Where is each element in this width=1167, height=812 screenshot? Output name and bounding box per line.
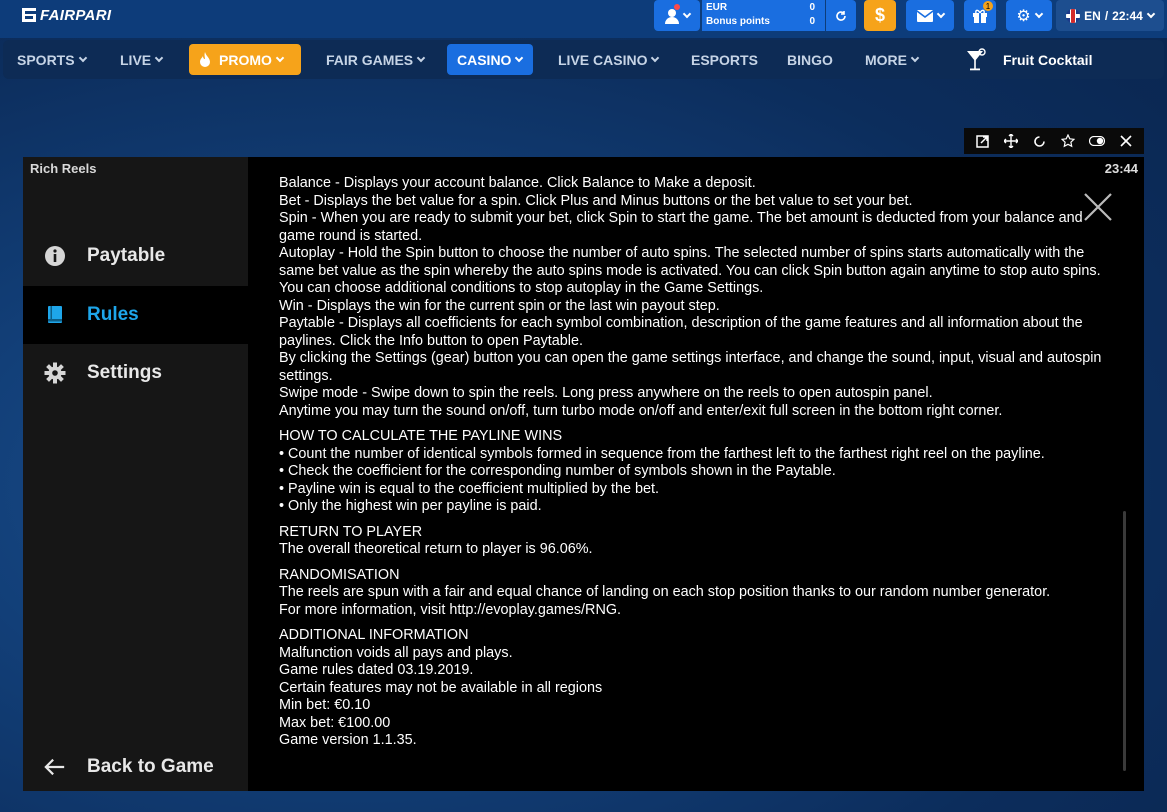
list-item: • Only the highest win per payline is paid.	[279, 498, 542, 514]
rtp-text: The overall theoretical return to player is 96.06%.	[279, 541, 593, 557]
refresh-icon	[835, 10, 847, 22]
info-icon	[44, 245, 66, 267]
currency-value: 0	[809, 2, 815, 13]
reload-icon[interactable]	[1032, 133, 1048, 149]
settings-menu-button[interactable]	[1006, 0, 1052, 31]
balance-widget[interactable]	[702, 0, 825, 31]
theme-toggle-icon[interactable]	[1089, 133, 1105, 149]
account-button[interactable]	[654, 0, 700, 31]
info-line: Game version 1.1.35.	[279, 732, 417, 748]
time-separator: /	[1104, 8, 1109, 23]
randomisation-text: The reels are spun with a fair and equal chance of landing on each stop position thanks to our random number generator.	[279, 584, 1051, 600]
rule-paytable: Paytable - Displays all coefficients for each symbol combination, description of the game features and all information about the paylines. Click the Info button to open Paytable.	[279, 315, 1083, 349]
chevron-down-icon	[1034, 10, 1042, 18]
sidebar-item-rules[interactable]	[23, 286, 248, 344]
gear-icon	[44, 362, 66, 384]
sidebar-item-label: Paytable	[87, 245, 166, 266]
nav-label: CASINO	[457, 51, 512, 68]
deposit-button[interactable]	[864, 0, 896, 31]
chevron-down-icon	[682, 10, 690, 18]
top-bar	[0, 0, 1167, 38]
sidebar-item-label: Settings	[87, 362, 162, 383]
payline-heading: HOW TO CALCULATE THE PAYLINE WINS	[279, 428, 563, 444]
content-scrollbar[interactable]	[1123, 511, 1126, 771]
gear-icon: ⚙	[1016, 7, 1031, 25]
chevron-down-icon	[936, 10, 944, 18]
close-icon[interactable]	[1118, 133, 1134, 149]
nav-esports[interactable]	[681, 44, 768, 75]
logo-text: FAIRPARI	[40, 6, 112, 24]
fairpari-logo[interactable]	[22, 6, 111, 24]
nav-label: LIVE	[120, 51, 152, 68]
nav-label: FAIR GAMES	[326, 51, 414, 68]
sidebar-item-paytable[interactable]	[23, 227, 248, 285]
dollar-icon: $	[874, 5, 885, 25]
envelope-icon	[917, 10, 933, 22]
nav-live[interactable]	[110, 44, 172, 75]
favorite-star-icon[interactable]	[1060, 133, 1076, 149]
nav-label: PROMO	[219, 51, 272, 68]
move-icon[interactable]	[1003, 133, 1019, 149]
cocktail-icon	[965, 48, 987, 72]
chevron-down-icon	[1147, 10, 1155, 18]
list-item: • Check the coefficient for the corresponding number of symbols shown in the Paytable.	[279, 463, 836, 479]
language-time-selector[interactable]	[1056, 0, 1164, 31]
chevron-down-icon	[651, 54, 659, 62]
game-clock: 23:44	[1104, 161, 1138, 176]
info-line: Certain features may not be available in all regions	[279, 679, 603, 696]
info-line: Min bet: €0.10	[279, 697, 371, 713]
chevron-down-icon	[911, 54, 919, 62]
game-toolbar	[964, 128, 1144, 154]
chevron-down-icon	[515, 54, 523, 62]
rng-link-text: For more information, visit http://evoplay.games/RNG.	[279, 601, 622, 618]
info-line: Game rules dated 03.19.2019.	[279, 662, 474, 678]
logo-icon	[22, 8, 36, 22]
nav-sports[interactable]	[7, 44, 96, 75]
language-code: EN	[1084, 8, 1101, 23]
rules-content	[279, 175, 1119, 750]
rule-autoplay: Autoplay - Hold the Spin button to choose the number of auto spins. The selected number of spins starts automatically with the same bet value as the spin whereby the auto spins mode is activated. You can click Spin button again anytime to stop auto spins. You can choose additional conditions to stop autoplay in the Game Settings.	[279, 245, 1101, 296]
list-item: • Payline win is equal to the coefficient multiplied by the bet.	[279, 480, 659, 497]
nav-casino[interactable]	[447, 44, 533, 75]
back-to-game-button[interactable]	[23, 738, 248, 796]
rules-sidebar	[23, 157, 248, 791]
additional-info-heading: ADDITIONAL INFORMATION	[279, 627, 469, 643]
nav-label: ESPORTS	[691, 51, 758, 68]
rule-sound-turbo: Anytime you may turn the sound on/off, turn turbo mode on/off and enter/exit full screen in the bottom right corner.	[279, 402, 1003, 419]
notification-dot	[674, 4, 680, 10]
rule-bet: Bet - Displays the bet value for a spin. Click Plus and Minus buttons or the bet value to set your bet.	[279, 192, 913, 209]
currency-label: EUR	[706, 2, 728, 13]
user-icon	[665, 9, 679, 23]
nav-label: MORE	[865, 51, 907, 68]
info-line: Malfunction voids all pays and plays.	[279, 644, 513, 661]
randomisation-heading: RANDOMISATION	[279, 566, 400, 583]
uk-flag-icon	[1066, 9, 1080, 23]
chevron-down-icon	[155, 54, 163, 62]
sidebar-item-label: Rules	[87, 304, 139, 325]
back-to-game-label: Back to Game	[87, 756, 214, 777]
rule-spin: Spin - When you are ready to submit your bet, click Spin to start the game. The bet amount is deducted from your balance and game round is started.	[279, 210, 1083, 244]
gift-count-badge: 1	[983, 1, 993, 11]
nav-bingo[interactable]	[777, 44, 843, 75]
nav-promo[interactable]	[189, 44, 301, 75]
rtp-heading: RETURN TO PLAYER	[279, 523, 423, 540]
bonus-points-value: 0	[809, 16, 815, 27]
current-game-link[interactable]: Fruit Cocktail	[1003, 51, 1093, 68]
game-title: Rich Reels	[30, 161, 97, 176]
book-icon	[44, 304, 66, 326]
main-nav	[3, 40, 1164, 79]
chevron-down-icon	[78, 54, 86, 62]
chevron-down-icon	[417, 54, 425, 62]
header-time: 22:44	[1112, 8, 1143, 23]
arrow-left-icon	[44, 756, 66, 778]
refresh-balance-button[interactable]	[826, 0, 856, 31]
messages-button[interactable]	[906, 0, 954, 31]
open-new-window-icon[interactable]	[974, 133, 990, 149]
rule-settings: By clicking the Settings (gear) button you can open the game settings interface, and change the sound, input, visual and autospin settings.	[279, 350, 1102, 384]
list-item: • Count the number of identical symbols formed in sequence from the farthest left to the farthest right reel on the payline.	[279, 445, 1045, 462]
rule-win: Win - Displays the win for the current spin or the last win payout step.	[279, 297, 720, 314]
nav-label: LIVE CASINO	[558, 51, 648, 68]
rule-swipe-mode: Swipe mode - Swipe down to spin the reels. Long press anywhere on the reels to open autospin panel.	[279, 385, 933, 401]
nav-label: SPORTS	[17, 51, 75, 68]
nav-fair-games[interactable]	[316, 44, 434, 75]
gifts-button[interactable]	[964, 0, 996, 31]
nav-more[interactable]	[855, 44, 928, 75]
sidebar-item-settings[interactable]	[23, 344, 248, 402]
info-line: Max bet: €100.00	[279, 714, 391, 731]
flame-icon	[199, 52, 211, 68]
game-frame	[23, 157, 1144, 791]
bonus-points-label: Bonus points	[706, 16, 770, 27]
rule-balance: Balance - Displays your account balance. Click Balance to Make a deposit.	[279, 175, 756, 191]
nav-label: BINGO	[787, 51, 833, 68]
chevron-down-icon	[276, 54, 284, 62]
nav-live-casino[interactable]	[548, 44, 668, 75]
